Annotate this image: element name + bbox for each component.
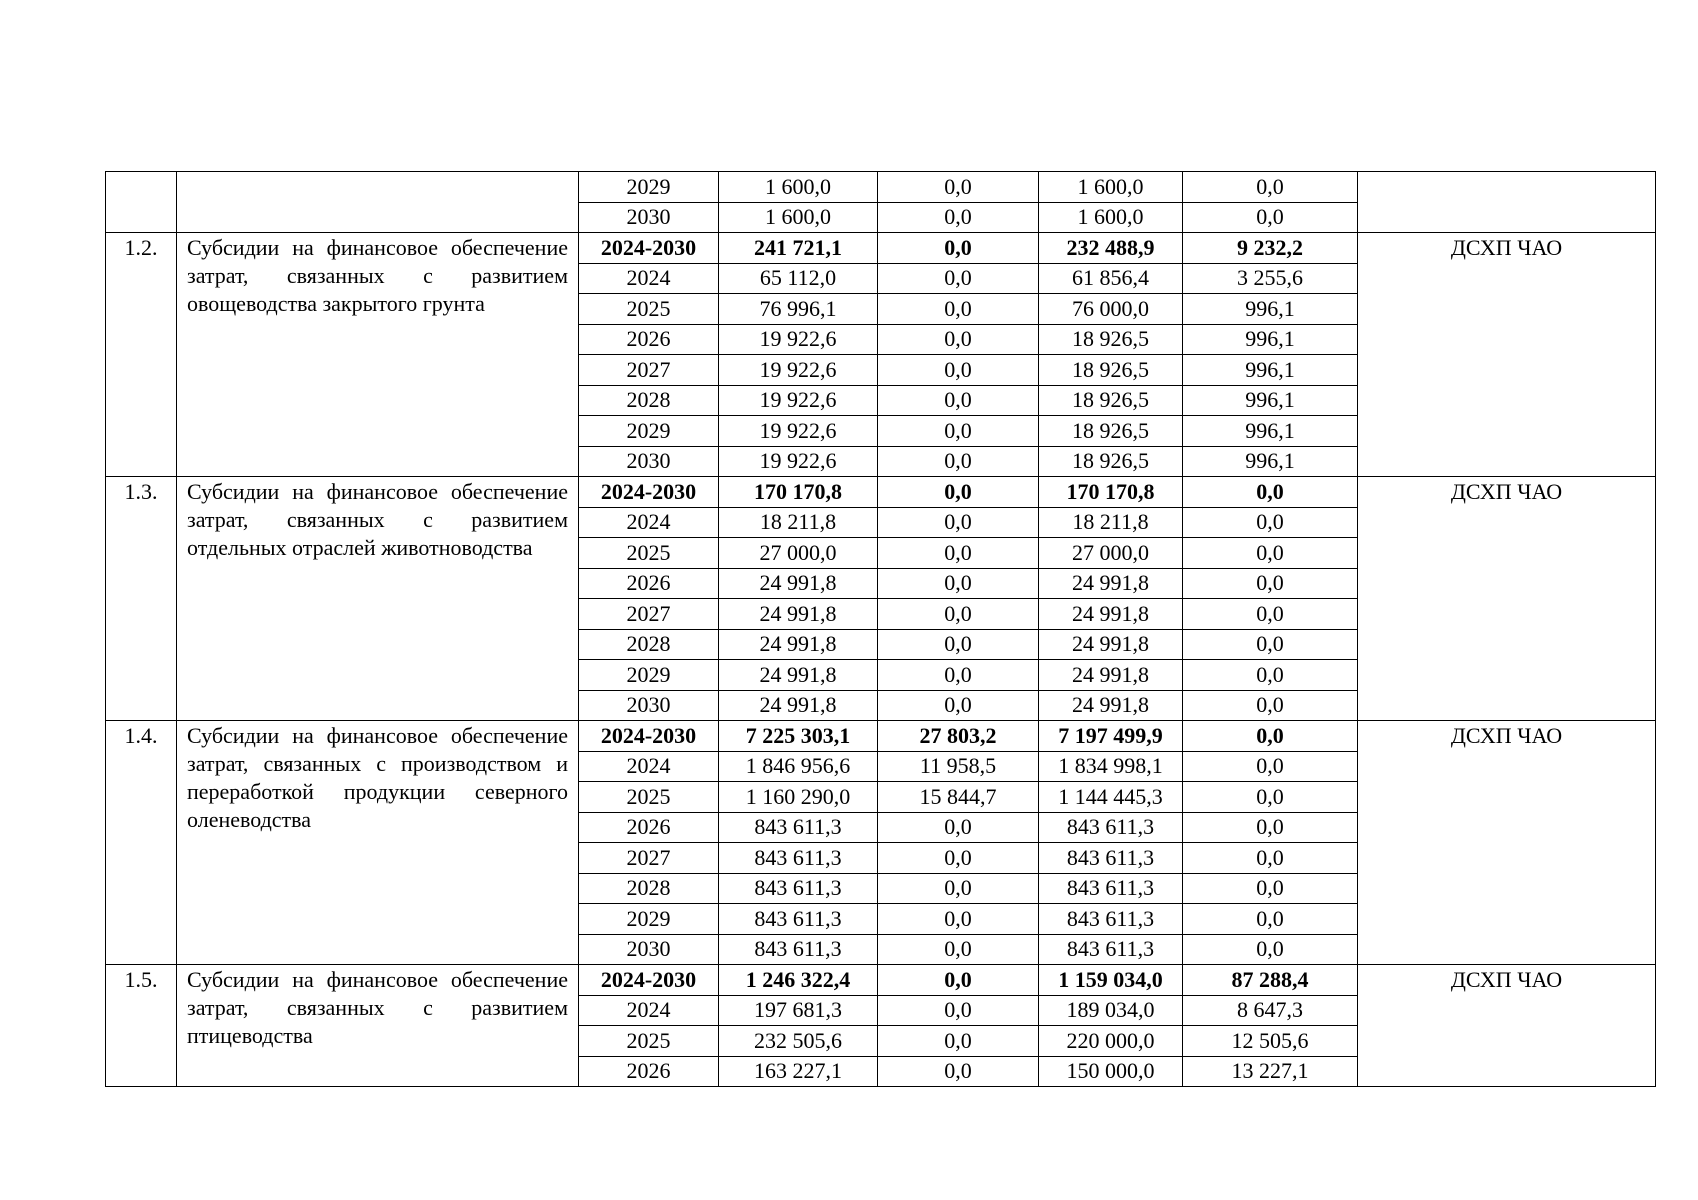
year-cell: 2027 (579, 843, 719, 874)
year-cell: 2030 (579, 446, 719, 477)
year-cell: 2024-2030 (579, 721, 719, 752)
source-3-amount-cell: 0,0 (1183, 202, 1358, 233)
source-3-amount-cell: 0,0 (1183, 782, 1358, 813)
table-body (106, 172, 1656, 1087)
total-amount-cell: 19 922,6 (719, 324, 878, 355)
year-cell: 2025 (579, 538, 719, 569)
total-amount-cell: 170 170,8 (719, 477, 878, 508)
year-cell: 2029 (579, 416, 719, 447)
year-cell: 2025 (579, 294, 719, 325)
table-row (106, 965, 1656, 996)
funding-table (105, 171, 1656, 1087)
total-amount-cell: 1 246 322,4 (719, 965, 878, 996)
total-amount-cell: 19 922,6 (719, 385, 878, 416)
executor-cell: ДСХП ЧАО (1358, 233, 1656, 477)
measure-name-cell: Субсидии на финансовое обеспечение затрат, связанных с развитием отдельных отраслей животноводства (177, 477, 579, 721)
source-2-amount-cell: 232 488,9 (1039, 233, 1183, 264)
source-3-amount-cell: 0,0 (1183, 599, 1358, 630)
source-2-amount-cell: 1 600,0 (1039, 202, 1183, 233)
total-amount-cell: 24 991,8 (719, 660, 878, 691)
source-1-amount-cell: 0,0 (878, 1026, 1039, 1057)
total-amount-cell: 19 922,6 (719, 355, 878, 386)
source-2-amount-cell: 27 000,0 (1039, 538, 1183, 569)
year-cell: 2026 (579, 812, 719, 843)
source-3-amount-cell: 12 505,6 (1183, 1026, 1358, 1057)
measure-name-cell: Субсидии на финансовое обеспечение затрат, связанных с развитием птицеводства (177, 965, 579, 1087)
source-1-amount-cell: 0,0 (878, 904, 1039, 935)
total-amount-cell: 843 611,3 (719, 843, 878, 874)
total-amount-cell: 24 991,8 (719, 568, 878, 599)
source-1-amount-cell: 11 958,5 (878, 751, 1039, 782)
source-1-amount-cell: 0,0 (878, 477, 1039, 508)
year-cell: 2025 (579, 782, 719, 813)
total-amount-cell: 24 991,8 (719, 690, 878, 721)
source-2-amount-cell: 220 000,0 (1039, 1026, 1183, 1057)
total-amount-cell: 19 922,6 (719, 416, 878, 447)
source-2-amount-cell: 24 991,8 (1039, 599, 1183, 630)
source-3-amount-cell: 0,0 (1183, 507, 1358, 538)
year-cell: 2028 (579, 873, 719, 904)
source-2-amount-cell: 843 611,3 (1039, 934, 1183, 965)
year-cell: 2024-2030 (579, 965, 719, 996)
year-cell: 2026 (579, 568, 719, 599)
source-3-amount-cell: 0,0 (1183, 751, 1358, 782)
source-2-amount-cell: 18 926,5 (1039, 416, 1183, 447)
source-2-amount-cell: 843 611,3 (1039, 873, 1183, 904)
year-cell: 2026 (579, 1056, 719, 1087)
source-3-amount-cell: 0,0 (1183, 477, 1358, 508)
total-amount-cell: 1 160 290,0 (719, 782, 878, 813)
source-3-amount-cell: 0,0 (1183, 812, 1358, 843)
executor-cell (1358, 172, 1656, 233)
source-1-amount-cell: 0,0 (878, 233, 1039, 264)
source-3-amount-cell: 0,0 (1183, 690, 1358, 721)
source-1-amount-cell: 0,0 (878, 812, 1039, 843)
source-3-amount-cell: 996,1 (1183, 294, 1358, 325)
total-amount-cell: 19 922,6 (719, 446, 878, 477)
year-cell: 2028 (579, 385, 719, 416)
year-cell: 2030 (579, 690, 719, 721)
total-amount-cell: 1 846 956,6 (719, 751, 878, 782)
source-2-amount-cell: 843 611,3 (1039, 843, 1183, 874)
year-cell: 2024 (579, 507, 719, 538)
source-3-amount-cell: 13 227,1 (1183, 1056, 1358, 1087)
source-3-amount-cell: 996,1 (1183, 446, 1358, 477)
year-cell: 2025 (579, 1026, 719, 1057)
source-2-amount-cell: 150 000,0 (1039, 1056, 1183, 1087)
source-1-amount-cell: 0,0 (878, 843, 1039, 874)
source-3-amount-cell: 0,0 (1183, 660, 1358, 691)
table-row (106, 721, 1656, 752)
total-amount-cell: 197 681,3 (719, 995, 878, 1026)
source-1-amount-cell: 0,0 (878, 568, 1039, 599)
total-amount-cell: 65 112,0 (719, 263, 878, 294)
year-cell: 2024-2030 (579, 233, 719, 264)
row-number-cell: 1.4. (106, 721, 177, 965)
total-amount-cell: 163 227,1 (719, 1056, 878, 1087)
total-amount-cell: 24 991,8 (719, 599, 878, 630)
table-row (106, 172, 1656, 203)
source-3-amount-cell: 996,1 (1183, 324, 1358, 355)
source-1-amount-cell: 0,0 (878, 599, 1039, 630)
source-1-amount-cell: 0,0 (878, 538, 1039, 569)
source-3-amount-cell: 996,1 (1183, 355, 1358, 386)
total-amount-cell: 18 211,8 (719, 507, 878, 538)
measure-name-cell: Субсидии на финансовое обеспечение затрат, связанных с производством и переработкой продукции северного оленеводства (177, 721, 579, 965)
source-2-amount-cell: 1 600,0 (1039, 172, 1183, 203)
total-amount-cell: 24 991,8 (719, 629, 878, 660)
total-amount-cell: 241 721,1 (719, 233, 878, 264)
source-2-amount-cell: 18 211,8 (1039, 507, 1183, 538)
source-3-amount-cell: 0,0 (1183, 934, 1358, 965)
source-2-amount-cell: 170 170,8 (1039, 477, 1183, 508)
row-number-cell: 1.2. (106, 233, 177, 477)
source-3-amount-cell: 0,0 (1183, 843, 1358, 874)
measure-name-cell: Субсидии на финансовое обеспечение затрат, связанных с развитием овощеводства закрытого грунта (177, 233, 579, 477)
year-cell: 2029 (579, 172, 719, 203)
year-cell: 2028 (579, 629, 719, 660)
source-3-amount-cell: 996,1 (1183, 416, 1358, 447)
source-2-amount-cell: 24 991,8 (1039, 660, 1183, 691)
source-1-amount-cell: 0,0 (878, 660, 1039, 691)
source-1-amount-cell: 0,0 (878, 690, 1039, 721)
total-amount-cell: 843 611,3 (719, 904, 878, 935)
total-amount-cell: 1 600,0 (719, 202, 878, 233)
source-2-amount-cell: 24 991,8 (1039, 629, 1183, 660)
year-cell: 2029 (579, 904, 719, 935)
year-cell: 2024 (579, 995, 719, 1026)
source-3-amount-cell: 9 232,2 (1183, 233, 1358, 264)
source-2-amount-cell: 18 926,5 (1039, 446, 1183, 477)
row-number-cell (106, 172, 177, 233)
source-1-amount-cell: 0,0 (878, 416, 1039, 447)
source-3-amount-cell: 87 288,4 (1183, 965, 1358, 996)
source-2-amount-cell: 1 159 034,0 (1039, 965, 1183, 996)
table-row (106, 477, 1656, 508)
source-2-amount-cell: 843 611,3 (1039, 904, 1183, 935)
source-2-amount-cell: 61 856,4 (1039, 263, 1183, 294)
source-1-amount-cell: 0,0 (878, 446, 1039, 477)
source-2-amount-cell: 18 926,5 (1039, 385, 1183, 416)
source-3-amount-cell: 0,0 (1183, 721, 1358, 752)
total-amount-cell: 1 600,0 (719, 172, 878, 203)
source-2-amount-cell: 18 926,5 (1039, 324, 1183, 355)
source-3-amount-cell: 0,0 (1183, 172, 1358, 203)
source-2-amount-cell: 1 144 445,3 (1039, 782, 1183, 813)
source-1-amount-cell: 0,0 (878, 629, 1039, 660)
source-1-amount-cell: 0,0 (878, 172, 1039, 203)
source-2-amount-cell: 76 000,0 (1039, 294, 1183, 325)
source-1-amount-cell: 0,0 (878, 202, 1039, 233)
year-cell: 2026 (579, 324, 719, 355)
source-1-amount-cell: 0,0 (878, 355, 1039, 386)
year-cell: 2029 (579, 660, 719, 691)
source-1-amount-cell: 0,0 (878, 965, 1039, 996)
source-1-amount-cell: 0,0 (878, 324, 1039, 355)
year-cell: 2030 (579, 202, 719, 233)
total-amount-cell: 76 996,1 (719, 294, 878, 325)
source-1-amount-cell: 0,0 (878, 385, 1039, 416)
year-cell: 2024 (579, 751, 719, 782)
source-1-amount-cell: 27 803,2 (878, 721, 1039, 752)
source-1-amount-cell: 0,0 (878, 934, 1039, 965)
source-1-amount-cell: 15 844,7 (878, 782, 1039, 813)
source-3-amount-cell: 0,0 (1183, 873, 1358, 904)
total-amount-cell: 843 611,3 (719, 934, 878, 965)
source-3-amount-cell: 0,0 (1183, 904, 1358, 935)
source-1-amount-cell: 0,0 (878, 873, 1039, 904)
total-amount-cell: 232 505,6 (719, 1026, 878, 1057)
source-2-amount-cell: 18 926,5 (1039, 355, 1183, 386)
source-3-amount-cell: 3 255,6 (1183, 263, 1358, 294)
source-2-amount-cell: 24 991,8 (1039, 690, 1183, 721)
source-1-amount-cell: 0,0 (878, 294, 1039, 325)
source-3-amount-cell: 0,0 (1183, 538, 1358, 569)
source-3-amount-cell: 996,1 (1183, 385, 1358, 416)
source-3-amount-cell: 0,0 (1183, 568, 1358, 599)
source-2-amount-cell: 24 991,8 (1039, 568, 1183, 599)
source-1-amount-cell: 0,0 (878, 995, 1039, 1026)
row-number-cell: 1.5. (106, 965, 177, 1087)
row-number-cell: 1.3. (106, 477, 177, 721)
total-amount-cell: 843 611,3 (719, 812, 878, 843)
executor-cell: ДСХП ЧАО (1358, 721, 1656, 965)
table-row (106, 233, 1656, 264)
measure-name-cell (177, 172, 579, 233)
source-2-amount-cell: 7 197 499,9 (1039, 721, 1183, 752)
source-2-amount-cell: 1 834 998,1 (1039, 751, 1183, 782)
total-amount-cell: 27 000,0 (719, 538, 878, 569)
source-2-amount-cell: 843 611,3 (1039, 812, 1183, 843)
source-3-amount-cell: 0,0 (1183, 629, 1358, 660)
total-amount-cell: 7 225 303,1 (719, 721, 878, 752)
executor-cell: ДСХП ЧАО (1358, 965, 1656, 1087)
source-2-amount-cell: 189 034,0 (1039, 995, 1183, 1026)
executor-cell: ДСХП ЧАО (1358, 477, 1656, 721)
source-1-amount-cell: 0,0 (878, 1056, 1039, 1087)
year-cell: 2027 (579, 599, 719, 630)
total-amount-cell: 843 611,3 (719, 873, 878, 904)
year-cell: 2024-2030 (579, 477, 719, 508)
year-cell: 2030 (579, 934, 719, 965)
year-cell: 2027 (579, 355, 719, 386)
source-1-amount-cell: 0,0 (878, 263, 1039, 294)
year-cell: 2024 (579, 263, 719, 294)
source-3-amount-cell: 8 647,3 (1183, 995, 1358, 1026)
source-1-amount-cell: 0,0 (878, 507, 1039, 538)
